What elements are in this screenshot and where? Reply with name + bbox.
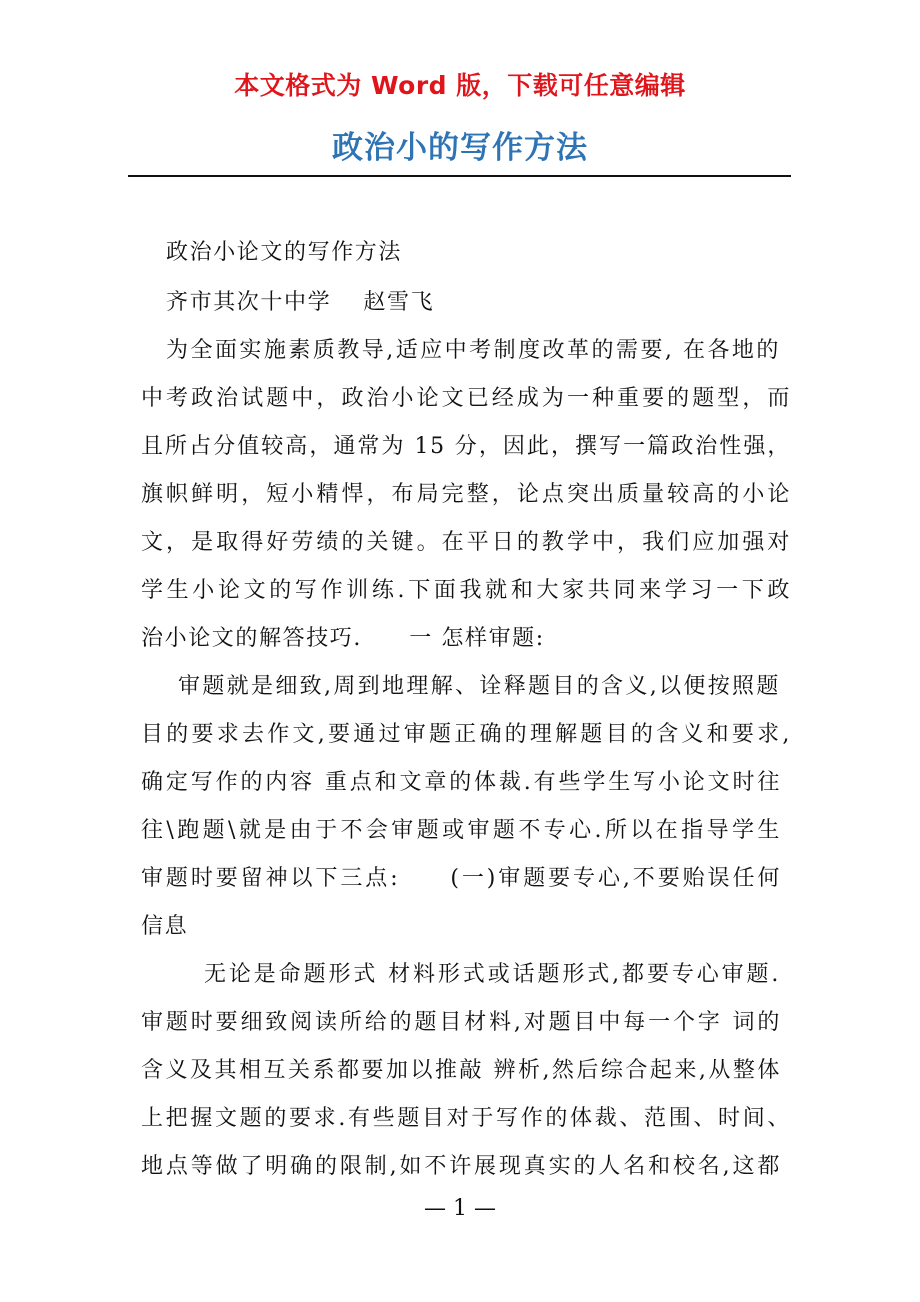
essay-subtitle: 政治小论文的写作方法	[166, 240, 403, 265]
title-divider	[128, 175, 791, 177]
paragraph-line: 确定写作的内容 重点和文章的体裁.有些学生写小论文时往	[141, 770, 781, 795]
paragraph-line: 上把握文题的要求.有些题目对于写作的体裁、范围、时间、	[141, 1106, 791, 1131]
paragraph-line: 含义及其相互关系都要加以推敲 辨析,然后综合起来,从整体	[141, 1058, 781, 1083]
paragraph-line: 往\跑题\就是由于不会审题或审题不专心.所以在指导学生	[141, 818, 781, 843]
paragraph-line: 学生小论文的写作训练.下面我就和大家共同来学习一下政	[141, 578, 791, 603]
paragraph-line: 中考政治试题中，政治小论文已经成为一种重要的题型，而	[141, 386, 791, 411]
paragraph-line: 审题就是细致,周到地理解、诠释题目的含义,以便按照题	[178, 674, 780, 699]
paragraph-line: 信息	[141, 914, 189, 939]
paragraph-line: 无论是命题形式 材料形式或话题形式,都要专心审题.	[204, 962, 780, 987]
author-line: 齐市其次十中学 赵雪飞	[166, 290, 435, 315]
paragraph-line: 为全面实施素质教导,适应中考制度改革的需要, 在各地的	[166, 338, 780, 363]
paragraph-line: 文，是取得好劳绩的关键。在平日的教学中，我们应加强对	[141, 530, 791, 555]
paragraph-line: 地点等做了明确的限制,如不许展现真实的人名和校名,这都	[141, 1154, 781, 1179]
document-title: 政治小的写作方法	[332, 130, 588, 166]
paragraph-line: 目的要求去作文,要通过审题正确的理解题目的含义和要求,	[141, 722, 791, 747]
paragraph-line: 审题时要细致阅读所给的题目材料,对题目中每一个字 词的	[141, 1010, 781, 1035]
format-notice: 本文格式为 Word 版，下载可任意编辑	[234, 71, 686, 100]
page-number: — 1 —	[424, 1196, 496, 1221]
paragraph-line: 治小论文的解答技巧. 一 怎样审题:	[141, 626, 545, 651]
paragraph-line: 审题时要留神以下三点: (一)审题要专心,不要贻误任何	[141, 866, 781, 891]
paragraph-line: 旗帜鲜明，短小精悍，布局完整，论点突出质量较高的小论	[141, 482, 791, 507]
paragraph-line: 且所占分值较高，通常为 15 分，因此，撰写一篇政治性强，	[141, 434, 791, 459]
